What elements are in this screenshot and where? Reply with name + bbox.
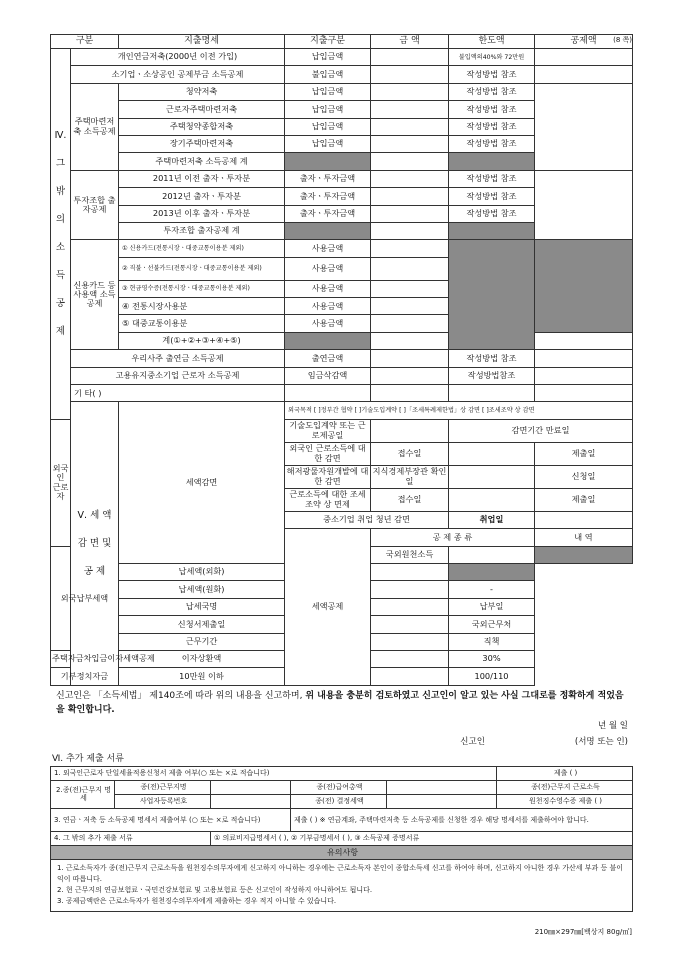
employment-amount-field[interactable] — [371, 367, 449, 384]
housing-row: 청약저축 — [119, 83, 285, 100]
col-detail: 지출명세 — [119, 35, 285, 49]
card-kind: 사용금액 — [285, 298, 371, 315]
biz-reg-field[interactable] — [211, 794, 291, 808]
card-total-amount[interactable] — [371, 332, 449, 349]
card-kind: 사용금액 — [285, 240, 371, 257]
tax-form — [50, 34, 632, 912]
page-number: (8 쪽) — [613, 36, 632, 44]
biz-reg-label: 사업자등록번호 — [115, 794, 211, 808]
receipt-date-field[interactable] — [449, 442, 535, 465]
housing-kind: 납입금액 — [285, 83, 371, 100]
ft-field[interactable] — [449, 546, 535, 563]
card-kind: 사용금액 — [285, 257, 371, 280]
housing-label: 주택마련저축 소득공제 — [71, 83, 119, 170]
other-amount-field[interactable] — [371, 385, 449, 402]
other-kind[interactable] — [285, 385, 371, 402]
pension-limit: 불입액의40%와 72만원 — [449, 49, 535, 66]
housing-row: 근로자주택마련저축 — [119, 101, 285, 118]
section6-title: Ⅵ. 추가 제출 서류 — [52, 753, 124, 764]
col-kind: 지출구분 — [285, 35, 371, 49]
additional-docs-table — [50, 766, 633, 912]
small-biz-amount-field[interactable] — [371, 66, 449, 83]
invest-label: 투자조합 출자공제 — [71, 170, 119, 240]
housing-row: 장기주택마련저축 — [119, 135, 285, 152]
invest-limit: 작성방법 참조 — [449, 205, 535, 222]
treaty-label: 근로소득에 대한 조세조약 상 면제 — [285, 488, 371, 511]
housing-amount-field[interactable] — [371, 83, 449, 100]
ft-field[interactable] — [371, 598, 449, 615]
hire-date-field[interactable] — [535, 511, 633, 528]
card-amount-field[interactable] — [371, 280, 449, 297]
ft-row: 납세액(원화) — [119, 581, 285, 598]
other-docs-label: 4. 그 밖의 추가 제출 서류 — [51, 831, 211, 845]
ft-value: 직책 — [449, 633, 535, 650]
apply-date-label: 신청일 — [535, 465, 633, 488]
card-kind: 사용금액 — [285, 315, 371, 332]
credit-col-kind: 공 제 종 류 — [371, 529, 535, 546]
ft-value: - — [449, 581, 535, 598]
housing-limit: 작성방법 참조 — [449, 135, 535, 152]
invest-total: 투자조합 출자공제 계 — [119, 222, 285, 239]
pension-kind: 납입금액 — [285, 49, 371, 66]
foreign-tax-label: 외국납부세액 — [51, 546, 119, 650]
invest-kind: 출자ㆍ투자금액 — [285, 188, 371, 205]
housing-kind: 납입금액 — [285, 118, 371, 135]
paper-spec: 210㎜×297㎜[백상지 80g/㎡] — [534, 928, 632, 936]
declaration — [50, 686, 632, 717]
invest-deduction-field[interactable] — [535, 170, 633, 240]
card-row: ③ 현금영수증(전통시장ㆍ대중교통이용분 제외) — [119, 280, 285, 297]
youth-label: 중소기업 취업 청년 감면 — [285, 511, 449, 528]
note-item: 2. 현 근무지의 연금보험료ㆍ국민건강보험료 및 고용보험료 등은 신고인이 작성하지 아니하여도 됩니다. — [57, 885, 373, 894]
other-deduction-field[interactable] — [535, 385, 633, 402]
shaded-cell — [449, 563, 535, 580]
small-biz-label: 소기업ㆍ소상공인 공제부금 소득공제 — [71, 66, 285, 83]
small-biz-deduction-field[interactable] — [535, 66, 633, 83]
section5-title: Ⅴ. 세 액 감 면 및 공 제 — [71, 402, 119, 685]
housing-kind: 납입금액 — [285, 135, 371, 152]
invest-kind: 출자ㆍ투자금액 — [285, 170, 371, 187]
declaration-bold: 위 내용을 충분히 검토하였고 신고인이 알고 있는 사실 그대로를 정확하게 적었음을 확인합니다. — [56, 690, 624, 715]
tech-contract-label: 기술도입계약 또는 근로제공일 — [285, 419, 371, 442]
credit-col-detail: 내 역 — [535, 529, 633, 546]
col-deduction: 공제액 — [535, 35, 633, 49]
housing-row: 주택청약종합저축 — [119, 118, 285, 135]
header-row — [51, 35, 633, 49]
hire-date-label: 취업일 — [449, 511, 535, 528]
shaded-cell — [449, 240, 535, 350]
housing-amount-field[interactable] — [371, 118, 449, 135]
credit-label: 세액공제 — [285, 529, 371, 686]
employment-limit: 작성방법참조 — [449, 367, 535, 384]
mke-confirm-field[interactable] — [449, 465, 535, 488]
shaded-cell — [535, 546, 633, 563]
prev-work-name-label: 종(전)근무지명 — [115, 780, 211, 794]
shaded-cell — [285, 222, 371, 239]
withholding-submit[interactable]: 원천징수영수증 제출 ( ) — [497, 794, 633, 808]
note-item: 1. 근로소득자가 종(전)근무지 근로소득을 원천징수의무자에게 신고하지 아니하는 경우에는 근로소득자 본인이 종합소득세 신고를 하여야 하며, 신고하지 아니한 경우 가산세 부과 등 불이익이 따릅니다. — [57, 863, 624, 883]
signature-field[interactable]: (서명 또는 인) — [574, 736, 628, 747]
housing-deduction-field[interactable] — [535, 83, 633, 170]
ft-value: 납부일 — [449, 598, 535, 615]
small-biz-limit: 작성방법 참조 — [449, 66, 535, 83]
esop-amount-field[interactable] — [371, 350, 449, 367]
housing-kind: 납입금액 — [285, 101, 371, 118]
shaded-cell — [285, 332, 371, 349]
political-label: 기부정치자금 — [51, 668, 119, 685]
card-amount-field[interactable] — [371, 257, 449, 280]
ft-row: 신청서제출일 — [119, 616, 285, 633]
small-biz-kind: 불입금액 — [285, 66, 371, 83]
declaration-date[interactable]: 년 월 일 — [597, 720, 628, 731]
shaded-cell — [285, 153, 371, 170]
declaration-text: 신고인은 「소득세법」 제140조에 따라 위의 내용을 신고하며, — [56, 690, 306, 701]
foreign-worker-label: 외국인 근로자 — [51, 419, 71, 546]
shaded-cell — [535, 240, 633, 333]
other-limit — [449, 385, 535, 402]
card-kind: 사용금액 — [285, 280, 371, 297]
shaded-cell — [449, 222, 535, 239]
housing-loan-rate: 30% — [449, 650, 535, 667]
pension-label: 개인연금저축(2000년 이전 가입) — [71, 49, 285, 66]
receipt-date-label: 접수일 — [371, 488, 449, 511]
housing-amount-field[interactable] — [371, 101, 449, 118]
pension-deduction-field[interactable] — [535, 49, 633, 66]
housing-loan-field[interactable] — [371, 650, 449, 667]
mke-confirm-label: 지식경제부장관 확인일 — [371, 465, 449, 488]
invest-amount-field[interactable] — [371, 188, 449, 205]
prev-salary-label: 종(전)급여총액 — [291, 780, 387, 794]
esop-limit: 작성방법 참조 — [449, 350, 535, 367]
single-rate-label: 1. 외국인근로자 단일세율적용신청서 제출 여부(○ 또는 ×로 적습니다) — [51, 766, 497, 780]
card-total: 계(①+②+③+④+⑤) — [119, 332, 285, 349]
other-docs-options[interactable]: ① 의료비지급명세서 ( ), ② 기부금명세서 ( ), ③ 소득공제 증명서류 — [211, 831, 633, 845]
prev-salary-field[interactable] — [387, 780, 497, 794]
savings-submit[interactable]: 제출 ( ) ※ 연금계좌, 주택마련저축 등 소득공제를 신청한 경우 해당 명세서를 제출하여야 합니다. — [291, 808, 633, 831]
invest-limit: 작성방법 참조 — [449, 188, 535, 205]
fw-tax-cut-label: 외국인 근로소득에 대한 감면 — [285, 442, 371, 465]
ft-field[interactable] — [371, 616, 449, 633]
housing-limit: 작성방법 참조 — [449, 101, 535, 118]
receipt-date-field[interactable] — [449, 488, 535, 511]
prev-tax-field[interactable] — [387, 794, 497, 808]
esop-label: 우리사주 출연금 소득공제 — [71, 350, 285, 367]
ft-value: 국외근무처 — [449, 616, 535, 633]
card-deduction-field[interactable] — [535, 332, 633, 349]
reduction-end-label: 감면기간 만료일 — [449, 419, 633, 442]
housing-loan-kind: 이자상환액 — [119, 650, 285, 667]
housing-total-amount[interactable] — [371, 153, 449, 170]
submit-date-label: 제출일 — [535, 488, 633, 511]
housing-loan-label: 주택자금차입금이자세액공제 — [51, 650, 119, 667]
invest-kind: 출자ㆍ투자금액 — [285, 205, 371, 222]
ft-field[interactable] — [371, 633, 449, 650]
notes-body — [51, 859, 633, 911]
invest-total-amount[interactable] — [371, 222, 449, 239]
employment-kind: 임금삭감액 — [285, 367, 371, 384]
note-item: 3. 공제금액란은 근로소득자가 원천징수의무자에게 제출하는 경우 적지 아니할 수 있습니다. — [57, 896, 337, 905]
col-amount: 금 액 — [371, 35, 449, 49]
prev-work-label: 2.종(전)근무지 명세 — [51, 780, 115, 808]
invest-row: 2013년 이후 출자ㆍ투자분 — [119, 205, 285, 222]
reduction-label: 세액감면 — [119, 402, 285, 564]
esop-kind: 출연금액 — [285, 350, 371, 367]
political-rate: 100/110 — [449, 668, 535, 685]
ft-row: 납세액(외화) — [119, 563, 285, 580]
deduction-table — [50, 34, 633, 686]
housing-limit: 작성방법 참조 — [449, 118, 535, 135]
card-amount-field[interactable] — [371, 298, 449, 315]
prev-income-label: 종(전)근무지 근로소득 — [497, 780, 633, 794]
card-row: ⑤ 대중교통이용분 — [119, 315, 285, 332]
invest-limit: 작성방법 참조 — [449, 170, 535, 187]
card-row: ① 신용카드(전통시장ㆍ대중교통이용분 제외) — [119, 240, 285, 257]
card-label: 신용카드 등 사용액 소득공제 — [71, 240, 119, 350]
ft-row: 국외원천소득 — [371, 546, 449, 563]
ft-row: 근무기간 — [119, 633, 285, 650]
invest-amount-field[interactable] — [371, 205, 449, 222]
ft-field[interactable] — [371, 581, 449, 598]
notes-title: 유의사항 — [51, 845, 633, 859]
shaded-cell — [449, 153, 535, 170]
overseas-res-label: 해저광물자원개발에 대한 감면 — [285, 465, 371, 488]
signer-label: 신고인 — [460, 736, 485, 747]
ft-field[interactable] — [371, 563, 449, 580]
card-row: ② 직불ㆍ선불카드(전통시장ㆍ대중교통이용분 제외) — [119, 257, 285, 280]
section4-title: Ⅳ. 그 밖 의 소 득 공 제 — [51, 49, 71, 420]
submit-date-label: 제출일 — [535, 442, 633, 465]
employment-label: 고용유지중소기업 근로자 소득공제 — [71, 367, 285, 384]
ft-row: 납세국명 — [119, 598, 285, 615]
tech-contract-field[interactable] — [371, 419, 449, 442]
invest-amount-field[interactable] — [371, 170, 449, 187]
col-limit: 한도액 — [449, 35, 535, 49]
card-amount-field[interactable] — [371, 240, 449, 257]
card-amount-field[interactable] — [371, 315, 449, 332]
col-category: 구분 — [51, 35, 119, 49]
political-kind: 10만원 이하 — [119, 668, 285, 685]
savings-label: 3. 연금ㆍ저축 등 소득공제 명세서 제출여부 (○ 또는 ×로 적습니다) — [51, 808, 291, 831]
housing-amount-field[interactable] — [371, 135, 449, 152]
prev-work-name-field[interactable] — [211, 780, 291, 794]
housing-limit: 작성방법 참조 — [449, 83, 535, 100]
receipt-date-label: 접수일 — [371, 442, 449, 465]
card-row: ④ 전통시장사용분 — [119, 298, 285, 315]
prev-tax-label: 종(전) 결정세액 — [291, 794, 387, 808]
invest-row: 2012년 출자ㆍ투자분 — [119, 188, 285, 205]
invest-row: 2011년 이전 출자ㆍ투자분 — [119, 170, 285, 187]
other-label: 기 타( ) — [71, 385, 285, 402]
esop-deduction-field[interactable] — [535, 350, 633, 367]
pension-amount-field[interactable] — [371, 49, 449, 66]
foreign-checkboxes[interactable]: 외국목적 [ ]정부간 협약 [ ]기술도입계약 [ ]「조세특례제한법」상 감면 [ ]조세조약 상 감면 — [285, 402, 633, 419]
housing-total: 주택마련저축 소득공제 계 — [119, 153, 285, 170]
employment-deduction-field[interactable] — [535, 367, 633, 384]
single-rate-submit[interactable]: 제출 ( ) — [497, 766, 633, 780]
political-field[interactable] — [371, 668, 449, 685]
